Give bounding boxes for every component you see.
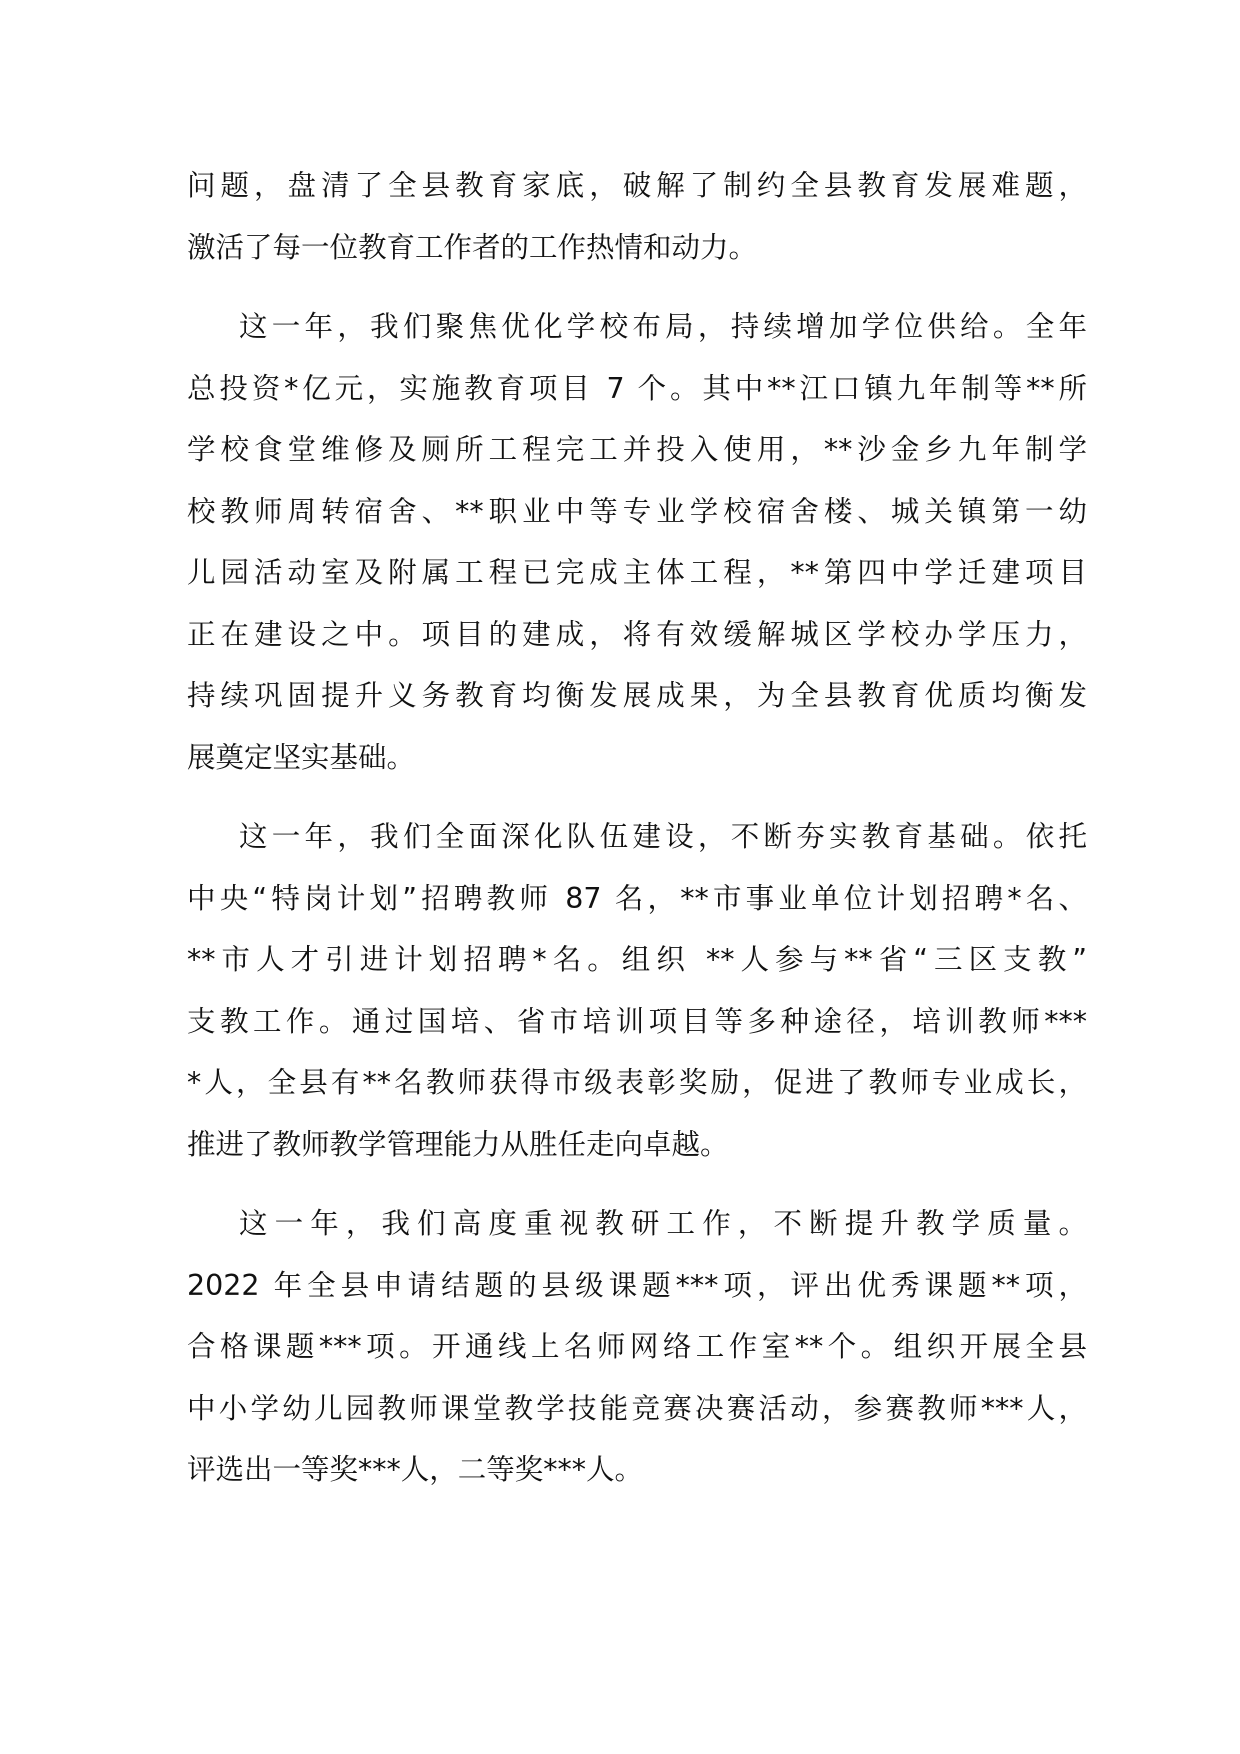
text-line: 总投资*亿元，实施教育项目 7 个。其中**江口镇九年制等**所 [187,371,1087,405]
text-line: **市人才引进计划招聘*名。组织 **人参与**省“三区支教” [187,943,1087,976]
text-line: 这一年，我们聚焦优化学校布局，持续增加学位供给。全年 [239,310,1087,343]
text-line: 中央“特岗计划”招聘教师 87 名，**市事业单位计划招聘*名、 [187,881,1087,915]
paragraph [187,1193,1087,1501]
document-body [187,155,1087,1501]
text-line: 2022 年全县申请结题的县级课题***项，评出优秀课题**项， [187,1268,1087,1302]
text-line: 问题，盘清了全县教育家底，破解了制约全县教育发展难题， [187,169,1087,202]
text-line: 儿园活动室及附属工程已完成主体工程，**第四中学迁建项目 [187,556,1087,589]
text-line: 这一年，我们高度重视教研工作，不断提升教学质量。 [239,1207,1087,1240]
text-line: 学校食堂维修及厕所工程完工并投入使用，**沙金乡九年制学 [187,433,1087,466]
text-line: *人，全县有**名教师获得市级表彰奖励，促进了教师专业成长， [187,1066,1087,1099]
text-line: 校教师周转宿舍、**职业中等专业学校宿舍楼、城关镇第一幼 [187,494,1087,528]
text-line: 正在建设之中。项目的建成，将有效缓解城区学校办学压力， [187,617,1087,651]
text-line: 激活了每一位教育工作者的工作热情和动力。 [187,230,758,264]
text-line: 支教工作。通过国培、省市培训项目等多种途径，培训教师*** [187,1004,1087,1038]
paragraph [187,806,1087,1175]
text-line: 这一年，我们全面深化队伍建设，不断夯实教育基础。依托 [239,820,1087,853]
text-line: 展奠定坚实基础。 [187,740,416,774]
text-line: 推进了教师教学管理能力从胜任走向卓越。 [187,1127,729,1161]
text-line: 合格课题***项。开通线上名师网络工作室**个。组织开展全县 [187,1330,1087,1363]
text-line: 中小学幼儿园教师课堂教学技能竞赛决赛活动，参赛教师***人， [187,1391,1087,1425]
paragraph [187,155,1087,278]
paragraph [187,296,1087,788]
text-line: 评选出一等奖***人，二等奖***人。 [187,1453,644,1486]
text-line: 持续巩固提升义务教育均衡发展成果，为全县教育优质均衡发 [187,679,1087,712]
